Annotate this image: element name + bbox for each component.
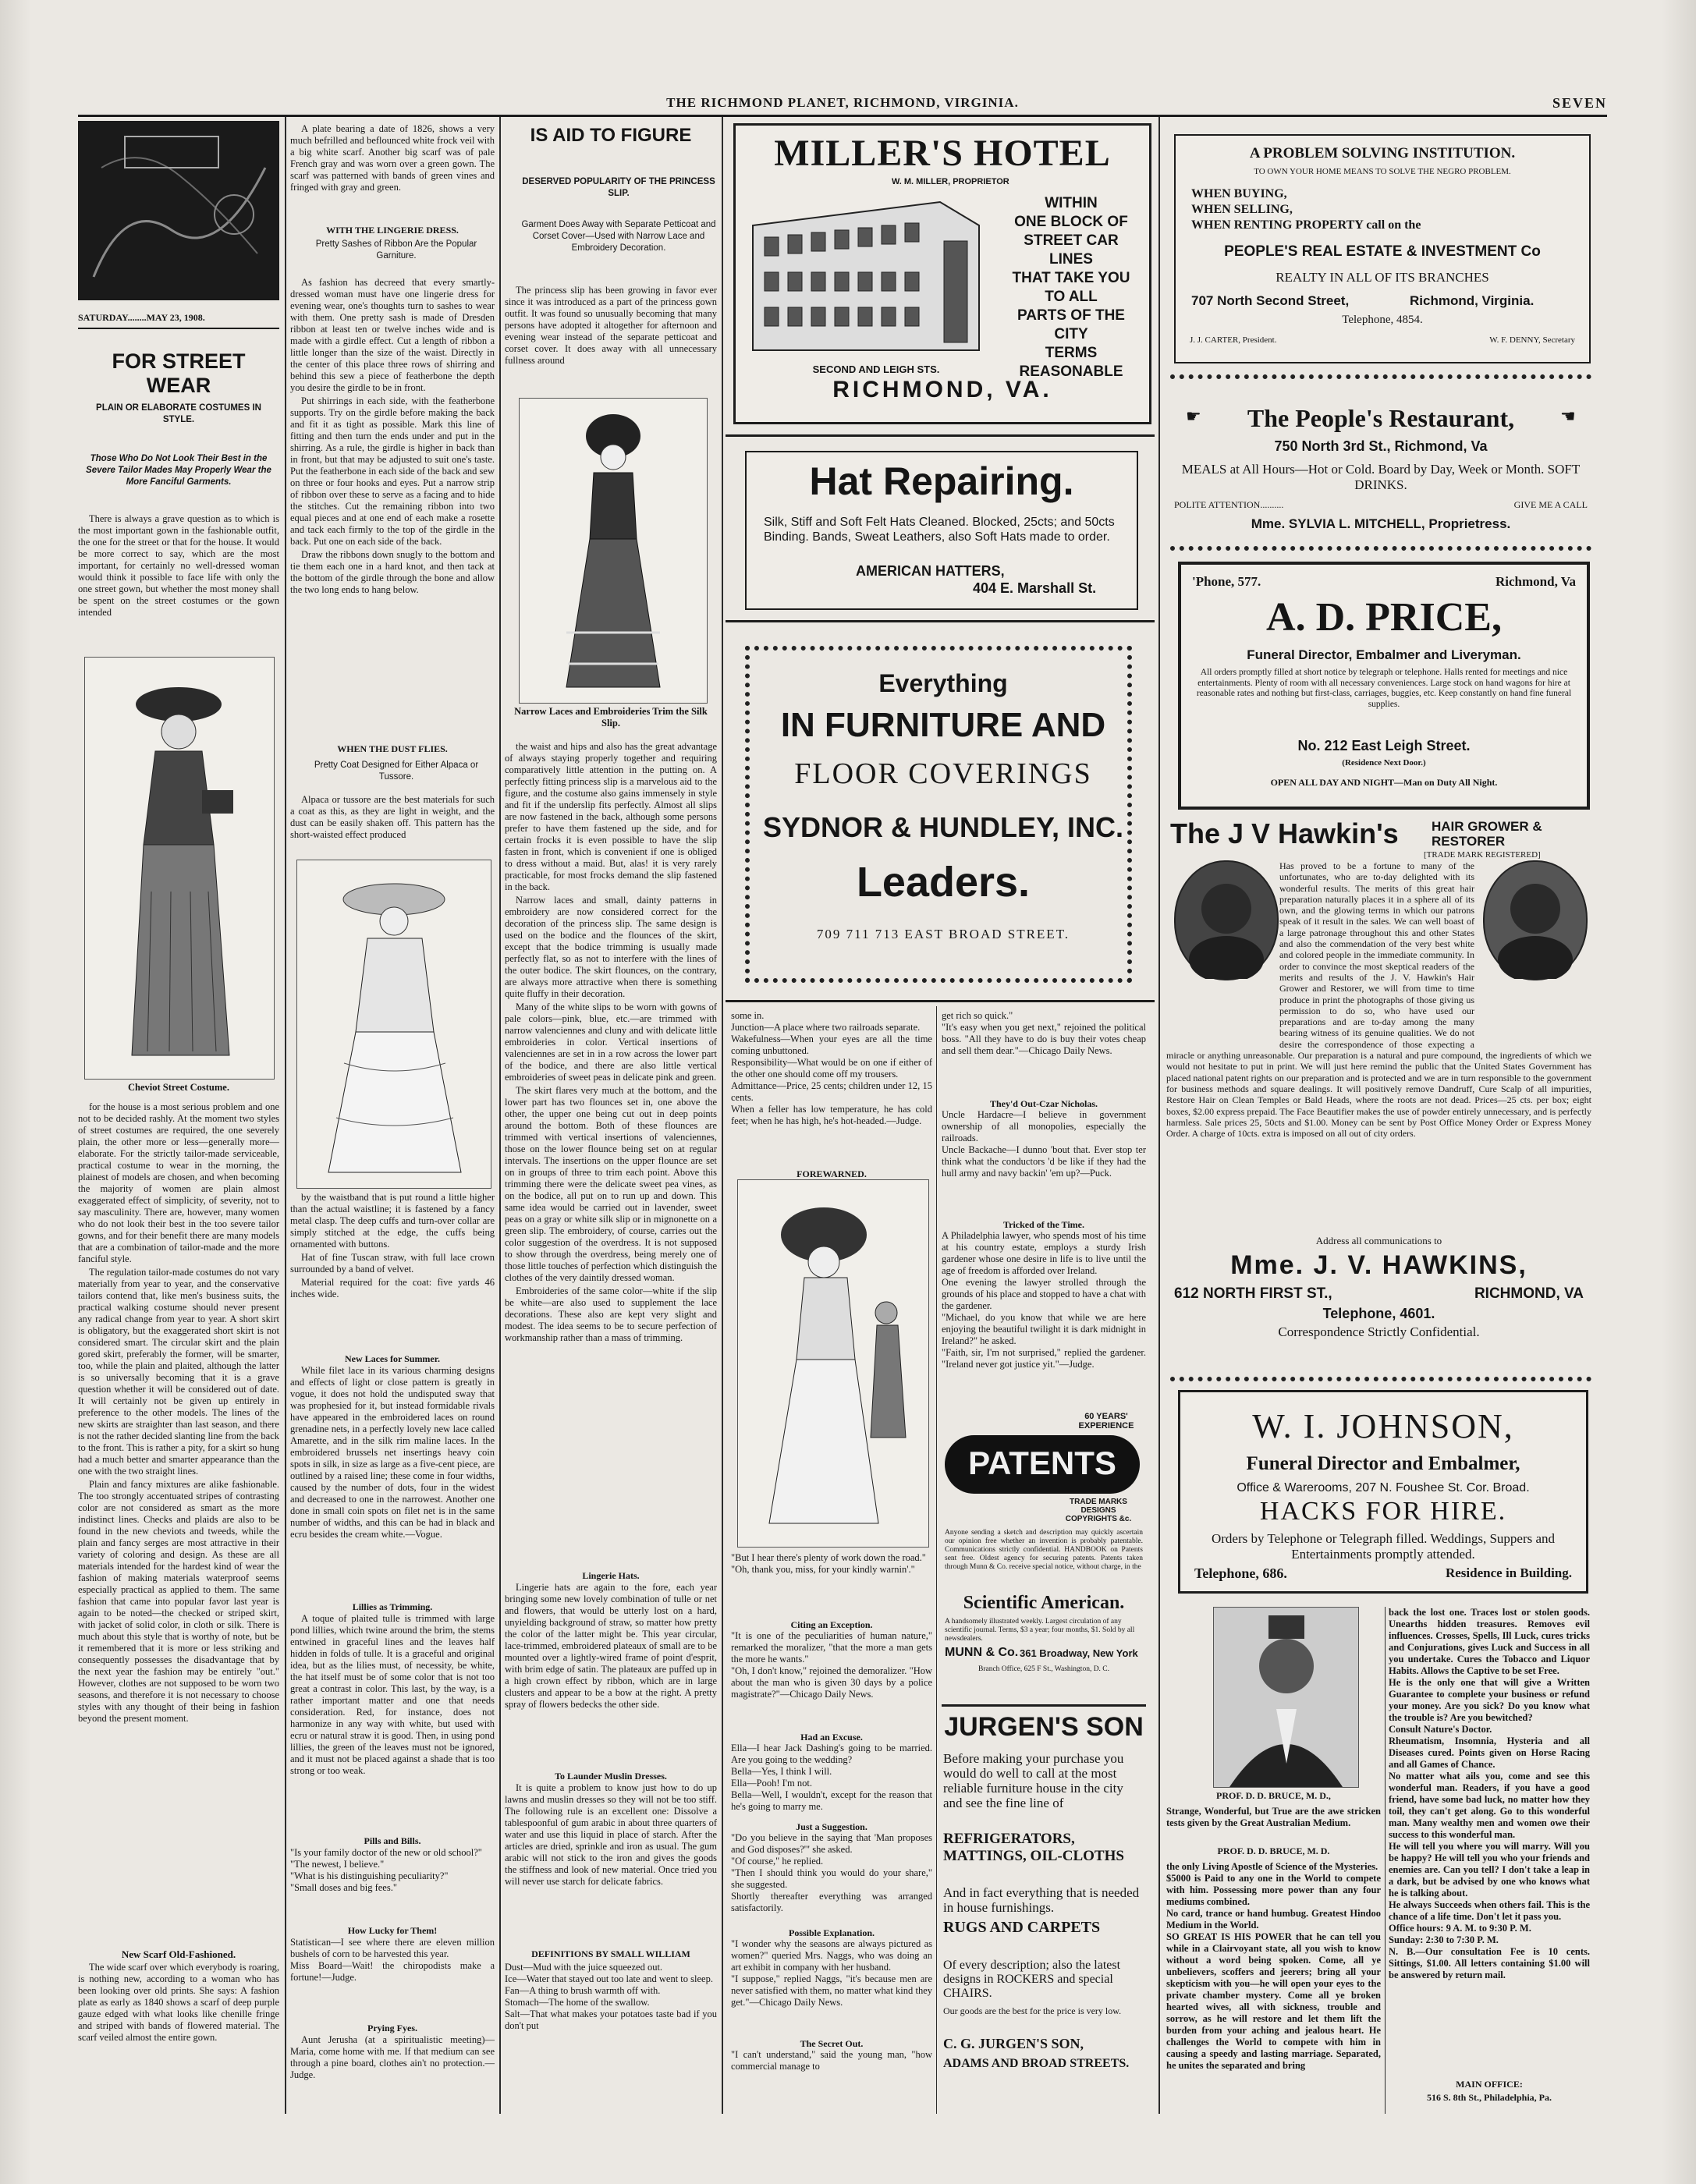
divider [726,1000,1155,1002]
bruce-body1: Strange, Wonderful, but True are the awe stricken tests given by the Great Australian Medium. [1166,1806,1381,1828]
hotel-name: MILLER'S HOTEL [774,133,1111,174]
column-rule [1385,1607,1386,2114]
article-body: for the house is a most serious problem and one not to be decided rashly. At the moment two styles of street costumes are required, the one severely plain, the other more or less—generally more—elaborate. For the strictly tailor-made serviceable, practical costume to wear in the morning, the plainest of models are chosen, and when becoming the majority of women are plain almost exaggerated effect of simplicity, of severity, not to say masculinity. There are, however, many women who do not look their best in the too severe tailor gowns, and for their benefit there are many models that are a combination of tailor-made and the more fanciful style. The regulation tailor-made costumes do not vary materially from year to year, and the conservative tailors contend that, like men's business suits, the practical walking costume should never present any radical change from year to year. A short skirt is obligatory, but the exaggerated short skirt is not considered smart. The circular skirt and the plain gored skirt, preferably the former, will be smarter, too, while the plain and plaited, although the latter is so universally becoming that it is a grave question whether it will be considered out of date. It will certainly not be given up entirely in preference to the other models. The lines of the new skirts are straighter than last season, and there is not the rather decided slanting line from the back to the front. This is rather a pity, for a skirt so hung had a much better and smarter appearance than the one with the two straight lines. Plain and fancy mixtures are alike fashionable. The too strongly accentuated stripes of contrasting color are not considered as smart as the more indistinct lines. Checks and plaids are also to be found in the new cheviots and tweeds, while the plain and fancy serges are most attractive in their variety of coloring and design. As these are all materials intended for the hardest kind of wear the fashion of making materials waterproof seems especially practical as applied to them. The same fashion that came into popular favor last year is again to be noted—the checked or striped skirt, with jacket of solid color, in cloth or silk. There is much about this style that is worthy of note, but be it remembered that it is more or less striking and consequently possesses the disadvantage that by the next year the fashion may be entirely "out." However, clothes are not supposed to be worn two seasons, and therefore it is not necessary to choose styles with any thought of their being in fashion beyond the present moment. [78,1101,279,1724]
hotel-tagline: WITHIN ONE BLOCK OF STREET CAR LINES THAT TAKE YOU TO ALL PARTS OF THE CITY TERMS REASONABLE [1012,195,1130,380]
article-paragraph: "It is one of the peculiarities of human nature," remarked the moralizer, "that the more a man gets the more he wants." "Oh, I don't know," rejoined the demoralizer. "How about the man who is given 30 days by a police magistrate?"—Chicago Daily News. [731,1630,932,1700]
article-paragraph: The princess slip has been growing in favor ever since it was introduced as a part of the princess gown outfit. It was found so unusually becoming that many persons have adopted it altogether for afternoon and evening wear instead of the separate petticoat and corset cover. It does away with all unnecessary fullness around [505,285,717,366]
problem-firm: PEOPLE'S REAL ESTATE & INVESTMENT Co [1224,243,1541,260]
illustration-caption: Cheviot Street Costume. [128,1082,229,1093]
subheading: New Scarf Old-Fashioned. [121,1948,236,1960]
article-paragraph: Aunt Jerusha (at a spiritualistic meeting)—Maria, come home with me. If that medium can see through a pine board, clothes ain't no protection.—Judge. [290,2034,495,2080]
price-name: A. D. PRICE, [1266,595,1502,640]
subhead: Pretty Sashes of Ribbon Are the Popular Garniture. [315,239,477,261]
jurgen-rugs: RUGS AND CARPETS [943,1919,1101,1936]
problem-tel: Telephone, 4854. [1342,314,1423,326]
dotted-divider [1170,1377,1591,1389]
bruce-body2: the only Living Apostle of Science of the Mysteries. $5000 is Paid to any one in the World to compete with him. Possessing more power than any four mediums combined. No card, trance or hand humbug. Greatest Hindoo Medium in the World. SO GREAT IS HIS POWER that he can tell you while in a Clairvoyant state, all you wish to know without a word being spoken. Come, all ye unbelievers, scoffers and jeerers; bring all your skepticism with you—he will open your eyes to the private chamber mystery. Come all ye broken hearted wives, all with sickness, trouble and sorrow, as he will restore and let them lift the burden from your aching and jealous heart. He challenges the World to compete with him in causing a speedy and lasting marriage. Separated, he unites the separated and bring [1166,1861,1381,2071]
article-paragraph: Alpaca or tussore are the best materials for such a coat as this, as they are light in weight, and the dust can be easily shaken off. This pattern has the short-waisted effect produced [290,794,495,840]
hat-body: Silk, Stiff and Soft Felt Hats Cleaned. Blocked, 25cts; and 50cts Binding. Bands, Sweat Leathers, also Soft Hats made to order. [764,516,1115,544]
jurgen-body3: Of every description; also the latest designs in ROCKERS and special CHAIRS. [943,1959,1121,2000]
dotted-divider [1170,374,1591,387]
article-body: by the waistband that is put round a little higher than the actual waistline; it is fastened by a fancy metal clasp. The deep cuffs and turn-over collar are simply stitched at the edge, the cuffs being ornamented with buttons. Hat of fine Tuscan straw, with full lace crown surrounded by a band of velvet. Material required for the coat: five yards 46 inches wide. [290,1192,495,1299]
article-paragraph: Statistican—I see where there are eleven million bushels of corn to be harvested this year. Miss Board—Wait! the chiropodists make a fortune!—Judge. [290,1937,495,1983]
article-paragraph: It is quite a problem to know just how to do up lawns and muslin dresses so they will not be too stiff. The following rule is an excellent one: Dissolve a tablespoonful of gum arabic in about three quarters of water and use this liquid in place of starch. After the articles are dried, sprinkle and iron as usual. The gum arabic will not stick to the iron and gives the goods the stiffness and look of new material. Once tried you will never use starch for delicate fabrics. [505,1782,717,1887]
masthead-rule [78,115,1607,117]
subheading: DEFINITIONS BY SMALL WILLIAM [531,1948,690,1959]
subheading: FOREWARNED. [797,1168,867,1179]
problem-president: J. J. CARTER, President. [1190,335,1277,345]
hat-title: Hat Repairing. [809,459,1074,503]
dateline: SATURDAY........MAY 23, 1908. [78,312,205,323]
hat-firm: AMERICAN HATTERS, [856,563,1005,579]
jurgen-body4: Our goods are the best for the price is very low. [943,2005,1122,2016]
princess-slip-illustration [519,398,708,704]
dotted-divider [1170,546,1591,558]
problem-secretary: W. F. DENNY, Secretary [1489,335,1575,345]
headline-street-wear: FOR STREET WEAR [112,349,246,397]
column-rule [499,117,501,2114]
subhead: Pretty Coat Designed for Either Alpaca or Tussore. [314,760,479,782]
johnson-funeral-ad [1178,1390,1588,1594]
subheading: Citing an Exception. [790,1619,873,1630]
restaurant-title: The People's Restaurant, [1247,404,1515,432]
article-paragraph: "I wonder why the seasons are always pictured as women?" queried Mrs. Naggs, who was doing an art exhibit in company with her husband. "I suppose," replied Naggs, "it's because men are never satisfied with them, no matter what kind they get."—Chicago Daily News. [731,1938,932,2008]
furniture-line2: IN FURNITURE AND [780,706,1106,744]
hawkins-tel: Telephone, 4601. [1322,1306,1435,1321]
article-paragraph: Ella—I hear Jack Dashing's going to be married. Are you going to the wedding? Bella—Yes, I think I will. Ella—Pooh! I'm not. Bella—Well, I wouldn't, except for the reason that he's going to marry me. [731,1743,932,1812]
johnson-name: W. I. JOHNSON, [1252,1407,1514,1445]
jurgen-body1: Before making your purchase you would do well to call at the most reliable furniture house in the city and see the fine line of [943,1751,1124,1810]
headline-aid-to-figure: IS AID TO FIGURE [530,125,692,146]
price-city: Richmond, Va [1496,574,1576,589]
hat-address: 404 E. Marshall St. [973,580,1097,596]
article-paragraph: While filet lace in its various charming designs and effects of light or close pattern is greatly in vogue, it does not hold the undisputed sway that was prophesied for it, but instead formidable rivals have appeared in the embroidered laces on round grenadine nets, in a perfectly lovely new lace called Amarette, and in the silk rim maline laces. In the embroidered brussels net insertings heavy coin spots in silk, in size as large as a five-cent piece, are outlined by a raised line; these come in four widths, caused by the number of dots, four in the widest and decreased to one in the narrowest. Another one done in small coin spots on filet net is in the same number of widths, and this can be had in black and ecru besides the cream white.—Vogue. [290,1365,495,1540]
subheading: They'd Out-Czar Nicholas. [989,1098,1098,1109]
furniture-ad [754,655,1132,983]
column-rule [1158,117,1160,2114]
hawkins-address: 612 NORTH FIRST ST., [1174,1285,1332,1302]
article-paragraph: some in. Junction—A place where two railroads separate. Wakefulness—When your eyes are all the time coming unbuttoned. Responsibility—What would be on one if either of the other one should come off my trousers. Admittance—Price, 25 cents; children under 12, 15 cents. When a feller has low temperature, he has cold feet; when he has high, he's hot-headed.—Judge. [731,1010,932,1126]
price-address: No. 212 East Leigh Street. [1297,738,1471,753]
price-open: OPEN ALL DAY AND NIGHT—Man on Duty All Night. [1270,777,1498,788]
hotel-building-illustration [745,194,987,358]
munn-branch: Branch Office, 625 F St., Washington, D. C. [978,1665,1110,1673]
johnson-body: Orders by Telephone or Telegraph filled. Weddings, Suppers and Entertainments promptly attended. [1211,1531,1556,1562]
hawkins-title: The J V Hawkin's [1170,817,1399,849]
johnson-residence: Residence in Building. [1445,1565,1572,1580]
article-paragraph: get rich so quick." "It's easy when you get next," rejoined the political boss. "All they have to do is buy their votes cheap and sell them dear."—Chicago Daily News. [942,1010,1146,1056]
decorative-header-cut [78,121,279,300]
patents-body: Anyone sending a sketch and description may quickly ascertain our opinion free whether an invention is probably patentable. Communications strictly confidential. HANDBOOK on Patents sent free. Oldest agency for securing patents. Patents taken through Munn & Co. receive special notice, without charge, in the [945,1529,1143,1571]
price-residence: (Residence Next Door.) [1342,758,1426,768]
hat-repairing-ad [745,451,1138,610]
jurgen-body2: And in fact everything that is needed in house furnishings. [943,1885,1140,1915]
millers-hotel-ad [733,123,1151,424]
article-body: As fashion has decreed that every smartly-dressed woman must have one lingerie dress for evening wear, one's thoughts turn to sashes to wear with them. One pretty sash is made of Dresden ribbon at least ten or twelve inches wide and is made with a girdle effect. Cut a length of ribbon a little longer than the size of the waist. Directly in the center of this place three rows of shirring and behind this sew a piece of featherbone the depth you desire the girdle to be in front. Put shirrings in each side, with the featherbone supports. Try on the girdle before making the back and fit it as tight as possible. Mark this line of fitting and then turn the ends under and put in the shirring. As a rule, the girdle is higher in back than in front, but that may be adjusted to suit one's taste. Put the featherbone in each side of the back and sew on three or four hooks and eyes. Put a narrow strip of ribbon over these to serve as a facing and to hide the stitches. Cut the remaining ribbon into two equal pieces and at one end of each make a rosette and tack each firmly to the top of the girdle in the back. Put one on each side of the back. Draw the ribbons down snugly to the bottom and tie them each one in a hard knot, and then tack at the bottom of the girdle through the bone and allow the two long ends to hang below. [290,277,495,595]
article-paragraph: A Philadelphia lawyer, who spends most of his time at his country estate, employs a sturdy Irish gardener whose one desire in life is to live until the age of freedom is afforded over Ireland. One evening the lawyer strolled through the grounds of his place and stopped to have a chat with the gardener. "Michael, do you know that while we are here enjoying the beautiful twilight it is dark midnight in Ireland?" he asked. "Faith, sir, I'm not surprised," replied the gardener. "Ireland never got justice yit."—Judge. [942,1230,1146,1370]
article-body: the waist and hips and also has the great advantage of always staying properly together and requiring comparatively little attention in the putting on. A perfectly fitting princess slip is a marvelous aid to the figure, and the costume also gains immensely in style and fit if the underslip fits perfectly. Almost all slips are now fastened in the back, although some persons prefer to have them fastened up the side, and for certain frocks it is even possible to have the slip fasten in front, which is convenient if one is obliged to dress without a maid. But, alas! it is very rarely practicable, for most frocks demand the slip fastened in the back. Narrow laces and small, dainty patterns in embroidery are now considered correct for the decoration of the princess slip. The same design is used on the bodice and the flounces of the skirt, except that the bodice trimming is usually made perfectly flat, so as not to interfere with the lines of the outer bodice. The skirt flounces, on the contrary, are always more attractive when there is something quite fluffy in their decoration. Many of the white slips to be worn with gowns of pale colors—pink, blue, etc.—are trimmed with narrow valenciennes and cluny and with delicate little embroideries in color. Vertical insertions of valenciennes are set in in a row across the lower part of the bodice, and there are also little vertical embroideries of sweet peas in delicate pink and green. The skirt flares very much at the bottom, and the lower part has two flounces set in, one above the other, the upper one being cut out in deep points around the bottom. Both of these flounces are trimmed with vertical insertions of valenciennes, those on the lower flounce being set on at regular intervals. The insertions on the upper flounce are set on in groups of three to trim each point. Above this trimming there were the delicate sweet pea vines, as on the bodice, all put on to run up and down. This same idea would be carried out in lavender, sweet peas on a gray or white silk slip or in mignonette on a green slip. The embroidery, of course, carries out the color suggestion of the overdress. It is not supposed to show through the overdress, being merely one of those little touches of perfection which distinguish the clothes of the very daintily dressed woman. Embroideries of the same color—white if the slip be white—are also used to supplement the lace decorations. These also are kept very slight and modest. The idea seems to be to secure perfection of workmanship rather than a mass of trimming. [505,741,717,1343]
subheading: Prying Fyes. [367,2023,417,2033]
furniture-leaders: Leaders. [856,859,1031,906]
problem-realty: REALTY IN ALL OF ITS BRANCHES [1276,270,1489,285]
article-paragraph: "Is your family doctor of the new or old school?" "The newest, I believe." "What is his distinguishing peculiarity?" "Small doses and big fees." [290,1847,482,1893]
divider [78,328,279,329]
illustration-caption: Narrow Laces and Embroideries Trim the Silk Slip. [514,706,708,729]
column-rule [936,1006,937,2114]
subheading: Lingerie Hats. [582,1570,640,1581]
hotel-city: RICHMOND, VA. [832,377,1052,402]
jurgen-address: ADAMS AND BROAD STREETS. [943,2057,1130,2070]
forewarned-cartoon [737,1179,929,1548]
subheading: Tricked of the Time. [1003,1219,1084,1230]
furniture-firm: SYDNOR & HUNDLEY, INC. [762,811,1124,843]
subhead: Garment Does Away with Separate Petticoat and Corset Cover—Used with Narrow Lace and Embroidery Decoration. [521,220,716,253]
pointing-hand-icon: ☛ [1560,407,1576,427]
munn-address: 361 Broadway, New York [1020,1647,1138,1659]
article-paragraph: A plate bearing a date of 1826, shows a very much befrilled and beflounced white frock veil with a big white scarf. Another big scarf was of pale French gray and was worn over a green gown. The scarf was patterned with bands of green vines and fringed with gray and green. [290,123,495,193]
article-paragraph: A toque of plaited tulle is trimmed with large pond lillies, which twine around the brim, the stems entwined in graceful lines and the leaves half hidden in folds of tulle. It is a graceful and original idea, but as the lilies must, of necessity, be white, the hat itself must be of some color that is not too great a contrast in color. This last, by the way, is a rather important matter and one that needs consideration. Red, for instance, does not harmonize in any way with white, but used with ecru or natural straw it is good. Then, in using pond lillies, the green of the leaves must not be ignored, and it must not be placed against a shade that is too strong or too weak. [290,1613,495,1776]
sci-body: A handsomely illustrated weekly. Largest circulation of any scientific journal. Terms, $3 a year; four months, $1. Sold by all newsdealers. [945,1618,1135,1643]
hawkins-trademark: [TRADE MARK REGISTERED] [1424,850,1541,860]
subheading: Lillies as Trimming. [352,1601,433,1612]
restaurant-polite: POLITE ATTENTION.......... [1174,499,1284,510]
problem-solving-ad [1174,134,1591,363]
furniture-line3: FLOOR COVERINGS [794,757,1092,790]
masthead-title: THE RICHMOND PLANET, RICHMOND, VIRGINIA. [666,95,1019,110]
restaurant-address: 750 North 3rd St., Richmond, Va [1274,438,1488,454]
bruce-main-office: MAIN OFFICE: [1456,2079,1523,2090]
problem-sub: TO OWN YOUR HOME MEANS TO SOLVE THE NEGRO PROBLEM. [1254,167,1511,176]
divider [726,620,1155,622]
hawkins-hair-grower-ad [1166,817,1591,1371]
subhead: PLAIN OR ELABORATE COSTUMES IN STYLE. [96,403,261,424]
article-paragraph: Uncle Hardacre—I believe in government ownership of all monopolies, especially the railroads. Uncle Backache—I dunno 'bout that. Ever stop ter think what the conductors 'd be like if they had the hull army and navy backin' 'em up?—Puck. [942,1109,1146,1179]
bruce-name: PROF. D. D. BRUCE, M. D. [1217,1845,1330,1856]
subheading: How Lucky for Them! [347,1925,438,1936]
cheviot-costume-illustration [84,657,275,1080]
subheading: Just a Suggestion. [796,1821,868,1832]
pointing-hand-icon: ☛ [1186,407,1201,427]
price-role: Funeral Director, Embalmer and Liveryman. [1247,647,1521,662]
restaurant-give-call: GIVE ME A CALL [1513,499,1588,510]
subheading: To Launder Muslin Dresses. [555,1771,667,1782]
subheading: The Secret Out. [800,2038,864,2049]
column-rule [722,117,723,2114]
furniture-line1: Everything [878,669,1008,697]
article-paragraph: Dust—Mud with the juice squeezed out. Ice—Water that stayed out too late and went to sleep. Fan—A thing to brush warmth off with. Stomach—The home of the swallow. Salt—That what makes your potatoes taste bad if you don't put [505,1962,717,2031]
problem-title: A PROBLEM SOLVING INSTITUTION. [1249,145,1516,161]
article-paragraph: Lingerie hats are again to the fore, each year bringing some new lovely combination of tulle or net and flowers, that would be utterly lost on a hard, unyielding background of straw, so matter how pretty the color of the latter might be. This year circular, lace-trimmed, embroidered plateaux of small are to be mounted over a lightly-wired frame of point d'esprit, with brim edge of satin. The plateaux are puffed up in a high crown effect by ribbon, which are in large clusters and appear to be a bow at the right. A pretty spray of flowers bedecks the other side. [505,1582,717,1710]
patents-years: 60 YEARS' EXPERIENCE [1078,1412,1134,1431]
hawkins-body: Has proved to be a fortune to many of the unfortunates, who are to-day delighted with its wonderful results. The merits of this great hair preparation naturally places it in a sphere all of its own, and the glowing terms in which our patrons speak of it result in the sales. We can well boast of a large patronage throughout this and other States and also the commendation of the very best white and colored people in the immediate community. In order to convince the most skeptical readers of the merits and results of the J. V. Hawkin's Hair Grower and Restorer, we will from time to time produce in print the photographs of those giving us permission to do so, who have used our preparations and are to-day among the many bearing witness of its genuine qualities. We do not desire the correspondence of those expecting a miracle or anything unreasonable. Our preparation is a natural and pure compound, the ingredients of which we would not hesitate to put in print. We will just here remind the public that the United States Government has placed national patent rights on our preparation and is protected and we are in turn responsible to the government for business methods and square dealings. It will positively remove Dandruff, Cure Scalp of all impurities, Restore Hair on Clean Temples or Bald Heads, where the roots are not dead. Prices—25 cts. per box; eight boxes, $2.00 express prepaid. The Face Beautifier makes the use of powder entirely unnecessary, and is perfectly harmless. Sale prices 25, 50cts and $1.00. Money can be sent by Post Office Money Order or Express Money Order. A charge of 10cts. extra is imposed on all out of city orders. [1166,860,1591,1140]
subheading: Pills and Bills. [364,1835,421,1846]
price-body: All orders promptly filled at short notice by telegraph or telephone. Halls rented for meetings and nice entertainments. Plenty of room with all necessary conveniences. Large stock on hand wagons for hire at reasonable rates and nothing but first-class, carriages, buggies, etc. Keep constantly on hand fine funeral supplies. [1196,668,1572,709]
jurgen-firm: C. G. JURGEN'S SON, [943,2036,1084,2051]
jurgen-title: JURGEN'S SON [944,1712,1144,1742]
furniture-address: 709 711 713 EAST BROAD STREET. [816,927,1070,941]
dust-coat-illustration [296,860,491,1189]
hawkins-city: RICHMOND, VA [1474,1285,1584,1302]
hotel-address: SECOND AND LEIGH STS. [812,363,940,375]
ad-price-ad [1178,562,1590,810]
hawkins-name: Mme. J. V. HAWKINS, [1230,1250,1527,1280]
problem-when: WHEN BUYING, WHEN SELLING, WHEN RENTING PROPERTY call on the [1191,187,1421,232]
patents-sub: TRADE MARKS DESIGNS COPYRIGHTS &c. [1065,1498,1132,1523]
subhead: DESERVED POPULARITY OF THE PRINCESS SLIP. [522,177,715,198]
hawkins-address-all: Address all communications to [1315,1235,1442,1246]
restaurant-proprietor: Mme. SYLVIA L. MITCHELL, Proprietress. [1251,516,1511,531]
subheading: Possible Explanation. [788,1927,875,1938]
scientific-american: Scientific American. [963,1593,1125,1613]
bruce-caption: PROF. D. D. BRUCE, M. D., [1216,1790,1331,1801]
price-phone: 'Phone, 577. [1192,574,1261,589]
article-paragraph: "Do you believe in the saying that 'Man proposes and God disposes?'" she asked. "Of course," he replied. "Then I should think you would do your share," she suggested. Shortly thereafter everything was arranged satisfactorily. [731,1832,932,1913]
subheading: New Laces for Summer. [345,1353,440,1364]
munn-co: MUNN & Co. [945,1646,1019,1659]
johnson-office: Office & Warerooms, 207 N. Foushee St. Cor. Broad. [1237,1481,1530,1494]
johnson-role: Funeral Director and Embalmer, [1246,1453,1520,1474]
problem-address: 707 North Second Street, [1191,293,1350,308]
divider [726,434,1155,437]
hawkins-grower: HAIR GROWER & RESTORER [1432,819,1542,849]
article-paragraph: The wide scarf over which everybody is roaring, is nothing new, according to a woman who has been looking over old prints. She says: A fashion plate as early as 1840 shows a scarf of deep purple gauze edged with what looks like chenille fringe and striped with bands of flowered material. The scarf veiled almost the entire gown. [78,1962,279,2043]
page-number: SEVEN [1552,95,1607,111]
article-paragraph: There is always a grave question as to which is the most important gown in the fashionable outfit, the one for the street or that for the house. It would be more correct to say, which are the most important, for certainly no well-dressed woman would think it possible to face life with only the one street gown, but whether the most money shall be spent on the street costumes or the gown intended [78,513,279,618]
bruce-body3: back the lost one. Traces lost or stolen goods. Unearths hidden treasures. Removes evil influences. Crosses, Spells, Ill Luck, cures tricks and Conjurations, gives Luck and Success in all you undertake. Cures the Tobacco and Liquor Habits. Allows the Captive to be set Free. He is the only one that will give a Written Guarantee to complete your business or refund your money. Are you sick? Do you know what the trouble is? Are you bewitched? Consult Nature's Doctor. Rheumatism, Insomnia, Hysteria and all Diseases cured. Points given on Horse Racing and all Games of Chance. No matter what ails you, come and see this wonderful man. Readers, if you have a good friend, have some bad luck, no matter how they toil, they can't get along. Go to this wonderful man. Many wealthy men and women owe their success to this wonderful man. He will tell you where you will marry. Will you be happy? He will tell you who your friends and enemies are. Can you tell? I don't take a leap in a dark, but be advised by one who knows what he is talking about. He always Succeeds when others fail. This is the chance of a life time. Don't let it pass you. Office hours: 9 A. M. to 9:30 P. M. Sunday: 2:30 to 7:30 P. M. N. B.—Our consultation Fee is 10 cents. Sittings, $1.00. All letters containing $1.00 will be answered by return mail. [1389,1607,1590,1980]
jurgen-items: REFRIGERATORS, MATTINGS, OIL-CLOTHS [943,1831,1124,1864]
subheading: WHEN THE DUST FLIES. [337,743,448,754]
peoples-restaurant-ad [1170,390,1591,542]
cartoon-caption: "But I hear there's plenty of work down the road." "Oh, thank you, miss, for your kindly warnin'." [731,1552,926,1575]
bruce-portrait [1213,1607,1359,1788]
article-paragraph: "I can't understand," said the young man, "how commercial manage to [731,2049,932,2072]
patents-title: PATENTS [968,1445,1116,1481]
subhead: Those Who Do Not Look Their Best in the Severe Tailor Mades May Properly Wear the More Fanciful Garments. [86,454,271,487]
johnson-hacks: HACKS FOR HIRE. [1259,1497,1507,1526]
hotel-proprietor: W. M. MILLER, PROPRIETOR [892,177,1009,186]
johnson-tel: Telephone, 686. [1194,1565,1287,1581]
subheading: Had an Excuse. [800,1732,863,1743]
jurgens-son-ad [942,1704,1146,2106]
subheading: WITH THE LINGERIE DRESS. [326,225,459,236]
restaurant-body: MEALS at All Hours—Hot or Cold. Board by Day, Week or Month. SOFT DRINKS. [1181,462,1581,492]
column-rule [285,117,286,2114]
bruce-office-address: 516 S. 8th St., Philadelphia, Pa. [1426,2092,1552,2103]
hawkins-confidential: Correspondence Strictly Confidential. [1278,1324,1480,1339]
masthead [78,92,1607,115]
patents-ad [942,1412,1146,1693]
problem-city: Richmond, Virginia. [1410,293,1535,308]
